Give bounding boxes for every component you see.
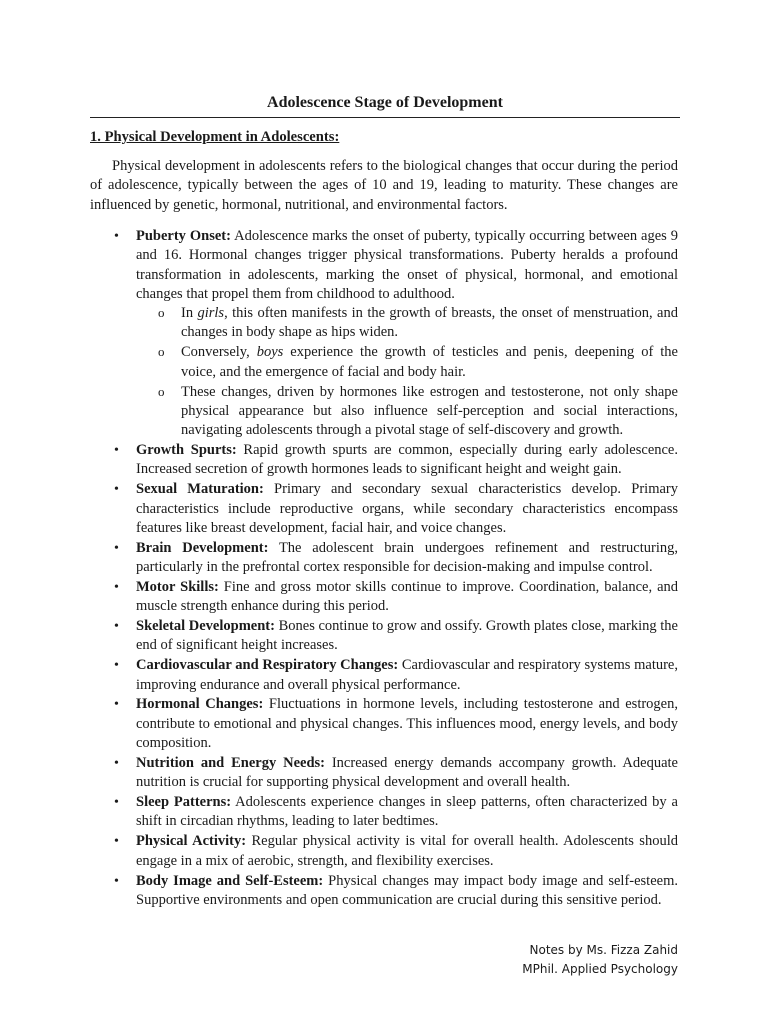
bullet-item bbox=[90, 872, 678, 911]
page-title: Adolescence Stage of Development bbox=[267, 94, 503, 111]
bullet-text: Cardiovascular and respiratory systems mature, improving endurance and overall physical performance. bbox=[136, 657, 678, 693]
bullet-term: Physical Activity: bbox=[136, 833, 247, 850]
sub-bullet-text: experience the growth of testicles and penis, deepening of the voice, and the emergence of facial and body hair. bbox=[181, 344, 678, 380]
bullet-text: Rapid growth spurts are common, especially during early adolescence. Increased secretion of growth hormones leads to significant height and weight gain. bbox=[136, 442, 678, 478]
sub-bullet-text: These changes, driven by hormones like estrogen and testosterone, not only shape physical appearance but also influence self-perception and social interactions, navigating adolescents through a pivotal stage of self-discovery and growth. bbox=[181, 383, 678, 439]
sub-bullet-emphasis: girls bbox=[197, 305, 225, 322]
sub-bullet-marker: o bbox=[158, 383, 165, 399]
bullet-text: The adolescent brain undergoes refinement and restructuring, particularly in the prefrontal cortex responsible for decision-making and impulse control. bbox=[136, 539, 679, 576]
bullet-text: Physical changes may impact body image and self-esteem. Supportive environments and open communication are crucial during this sensitive period. bbox=[136, 872, 678, 908]
bullet-marker: • bbox=[114, 443, 119, 459]
bullet-marker: • bbox=[114, 229, 119, 244]
bullet-marker: • bbox=[114, 834, 119, 850]
bullet-item bbox=[90, 480, 678, 538]
footer-credit bbox=[420, 941, 678, 979]
bullet-marker: • bbox=[114, 540, 119, 556]
bullet-item bbox=[90, 539, 678, 578]
bullet-text: Regular physical activity is vital for overall health. Adolescents should engage in a mix of aerobic, strength, and flexibility exercises. bbox=[136, 833, 678, 869]
bullet-item bbox=[90, 656, 678, 695]
intro-paragraph: Physical development in adolescents refers to the biological changes that occur during the period of adolescence, typically between the ages of 10 and 19, leading to maturity. These changes are influenced by genetic, hormonal, nutritional, and environmental factors. bbox=[90, 158, 678, 213]
bullet-text: Adolescence marks the onset of puberty, typically occurring between ages 9 and 16. Hormonal changes trigger physical transformations. Puberty heralds a profound transformation in adolescents, marking the onset of physical, hormonal, and emotional changes that propel them from childhood to adulthood. bbox=[136, 228, 679, 302]
bullet-term: Brain Development: bbox=[136, 539, 269, 556]
bullet-term: Sleep Patterns: bbox=[136, 794, 232, 811]
footer-author: Notes by Ms. Fizza Zahid bbox=[529, 943, 678, 957]
bullet-item bbox=[90, 832, 678, 871]
bullet-text: Fluctuations in hormone levels, including testosterone and estrogen, contribute to emotional and physical changes. This influences mood, energy levels, and body composition. bbox=[136, 696, 678, 752]
sub-bullet-item bbox=[136, 383, 678, 441]
bullet-term: Puberty Onset: bbox=[136, 228, 231, 244]
bullet-marker: • bbox=[114, 697, 119, 713]
bullet-term: Body Image and Self-Esteem: bbox=[136, 872, 324, 889]
bullet-text: Increased energy demands accompany growth. Adequate nutrition is crucial for supporting physical development and overall health. bbox=[136, 754, 678, 791]
bullet-item bbox=[90, 441, 678, 480]
bullet-marker: • bbox=[114, 658, 119, 674]
bullet-item bbox=[90, 227, 678, 440]
title-divider bbox=[90, 117, 680, 118]
bullet-marker: • bbox=[114, 619, 119, 635]
bullet-item bbox=[90, 754, 678, 793]
bullet-text: Primary and secondary sexual characteristics develop. Primary characteristics include reproductive organs, while secondary characteristics encompass features like breast development, facial hair, and voice changes. bbox=[136, 481, 678, 536]
bullet-term: Skeletal Development: bbox=[136, 618, 275, 635]
bullet-term: Hormonal Changes: bbox=[136, 696, 264, 713]
bullet-text: Adolescents experience changes in sleep patterns, often characterized by a shift in circadian rhythms, leading to later bedtimes. bbox=[136, 794, 678, 830]
bullet-item bbox=[90, 793, 678, 832]
bullet-item bbox=[90, 617, 678, 656]
sub-bullet-text: In bbox=[181, 305, 198, 322]
bullet-term: Sexual Maturation: bbox=[136, 481, 264, 498]
bullet-term: Growth Spurts: bbox=[136, 442, 237, 459]
bullet-marker: • bbox=[114, 579, 119, 595]
bullet-term: Nutrition and Energy Needs: bbox=[136, 754, 325, 771]
sub-bullet-marker: o bbox=[158, 305, 165, 321]
bullet-marker: • bbox=[114, 755, 119, 771]
bullet-term: Motor Skills: bbox=[136, 578, 219, 595]
footer-qualification: MPhil. Applied Psychology bbox=[522, 962, 678, 976]
bullet-marker: • bbox=[114, 795, 119, 811]
sub-bullet-text: , this often manifests in the growth of breasts, the onset of menstruation, and changes in body shape as hips widen. bbox=[181, 305, 678, 341]
bullet-marker: • bbox=[114, 482, 119, 498]
bullet-text: Bones continue to grow and ossify. Growth plates close, marking the end of significant height increases. bbox=[136, 618, 678, 654]
sub-bullet-marker: o bbox=[158, 344, 165, 360]
bullet-term: Cardiovascular and Respiratory Changes: bbox=[136, 657, 399, 674]
sub-bullet-list bbox=[136, 304, 678, 440]
section-heading: 1. Physical Development in Adolescents: bbox=[90, 129, 340, 145]
sub-bullet-item bbox=[136, 304, 678, 343]
bullet-list bbox=[90, 227, 678, 911]
sub-bullet-emphasis: boys bbox=[256, 344, 284, 361]
bullet-text: Fine and gross motor skills continue to improve. Coordination, balance, and muscle strength enhance during this period. bbox=[136, 578, 679, 615]
bullet-marker: • bbox=[114, 873, 119, 889]
bullet-item bbox=[90, 578, 678, 617]
sub-bullet-item bbox=[136, 343, 678, 382]
sub-bullet-text: Conversely, bbox=[181, 344, 257, 361]
bullet-item bbox=[90, 695, 678, 753]
